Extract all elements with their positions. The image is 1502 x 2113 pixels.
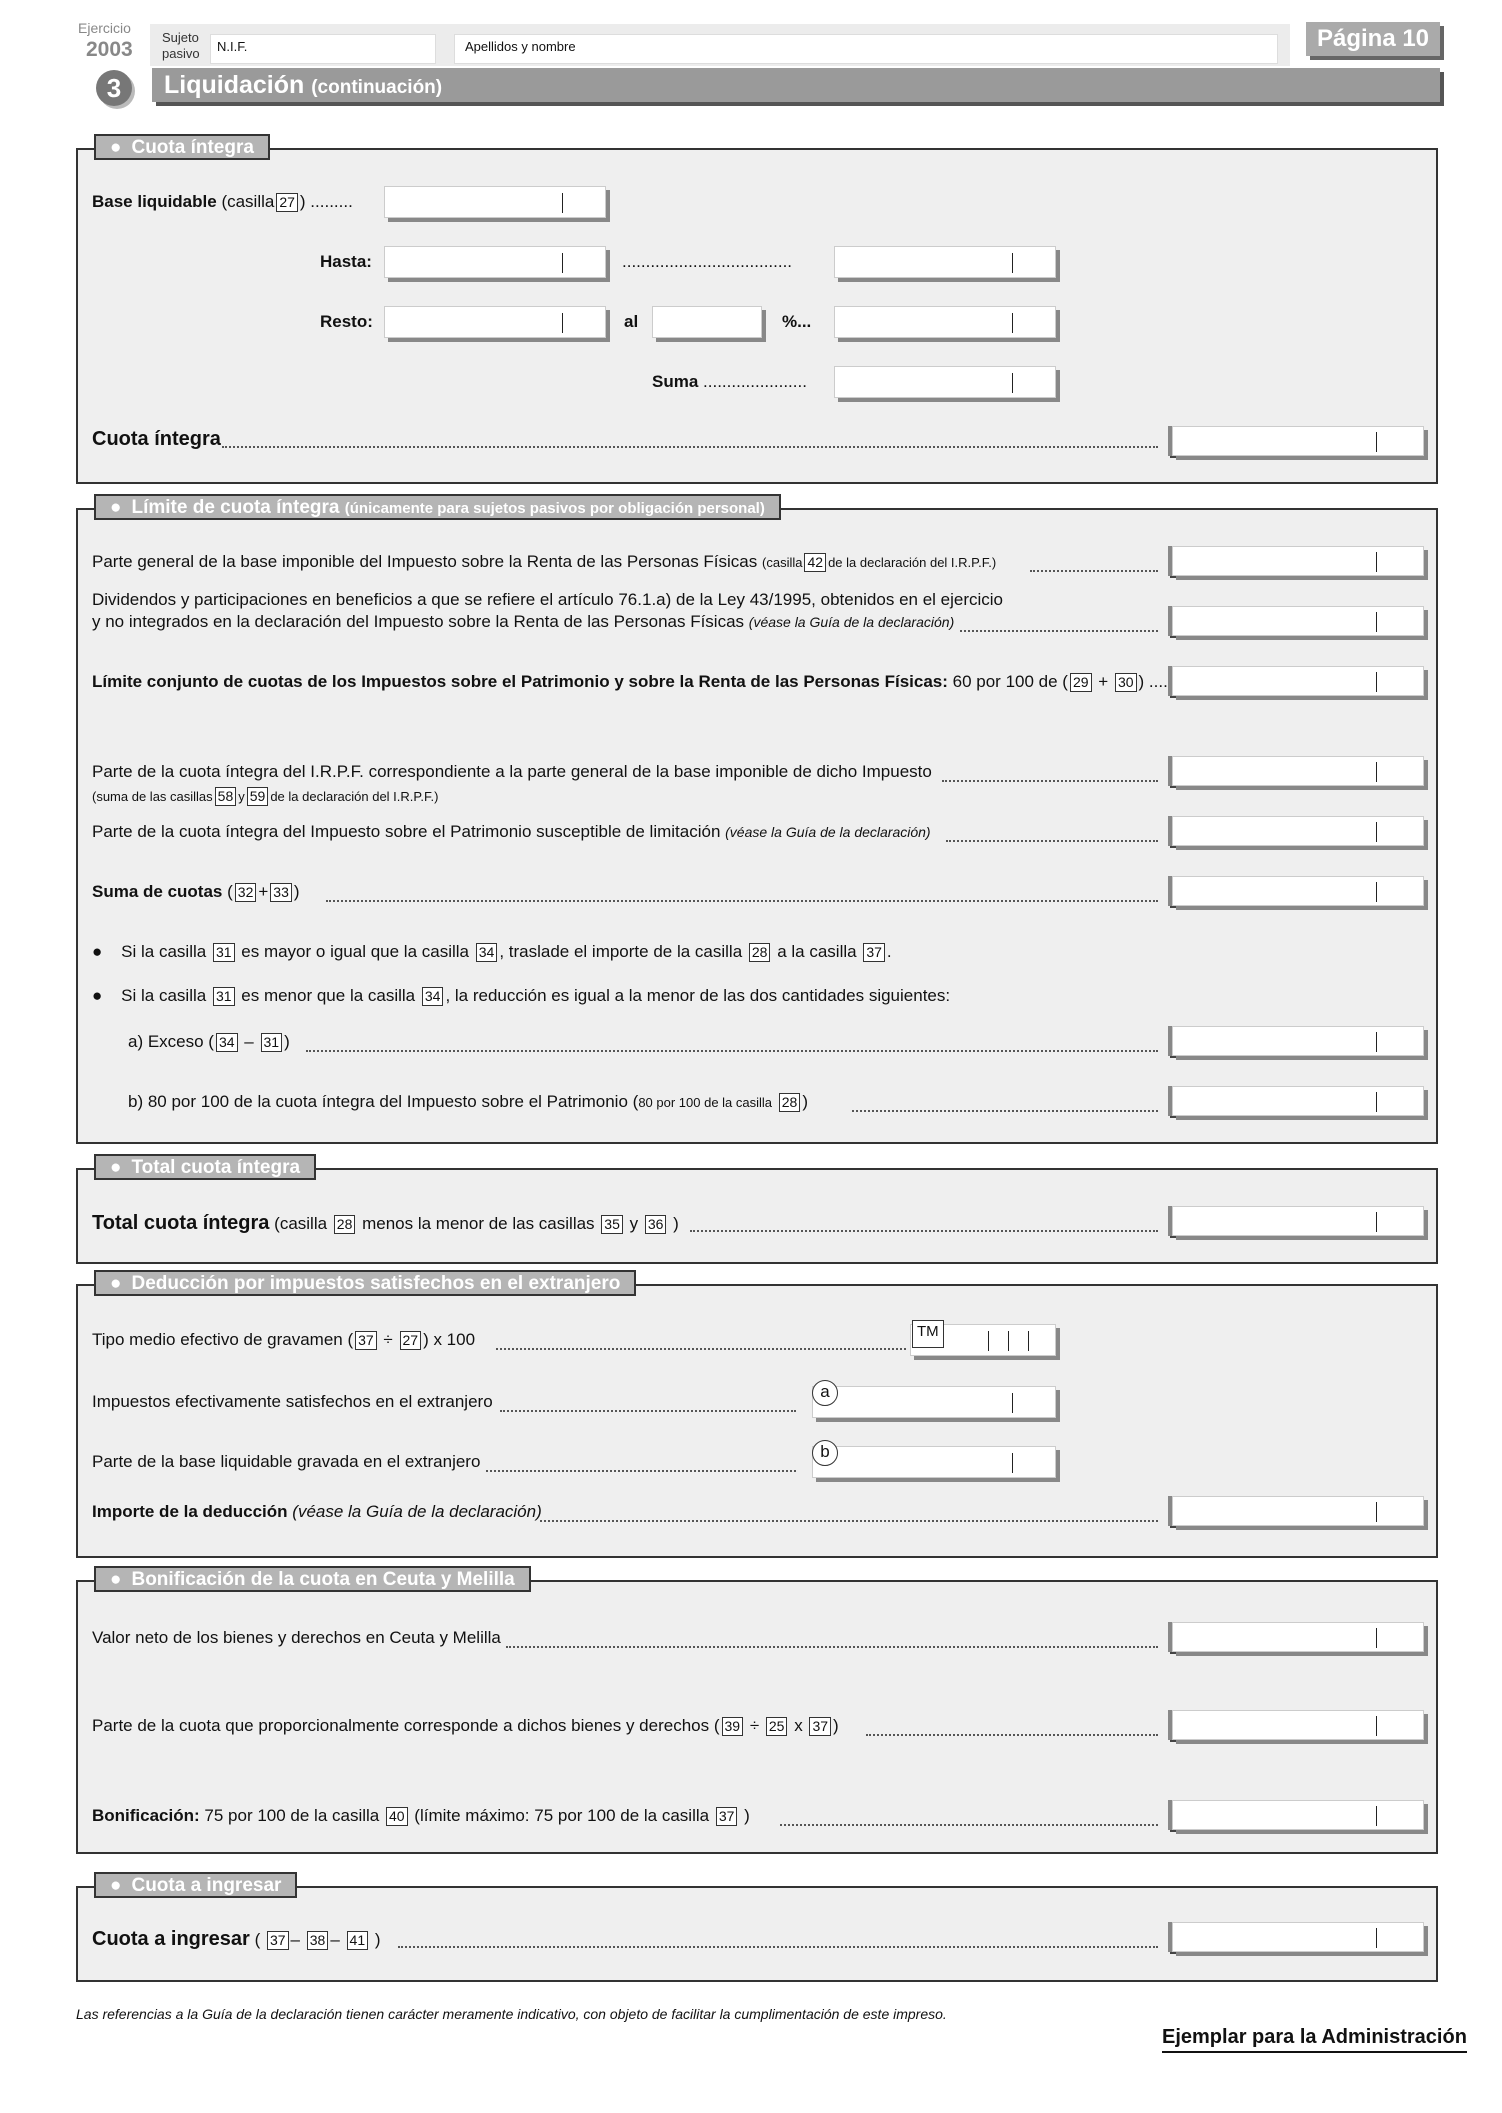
- deduccion-tab: ● Deducción por impuestos satisfechos en el extranjero: [94, 1270, 636, 1296]
- row-39-label: Valor neto de los bienes y derechos en Ceuta y Melilla: [92, 1628, 501, 1647]
- impuestos-extranjero-field[interactable]: [812, 1386, 1056, 1418]
- resto-pct-field[interactable]: [652, 306, 762, 338]
- parte-base-extranjero-label: Parte de la base liquidable gravada en el extranjero: [92, 1452, 481, 1471]
- leader-dots: [500, 1410, 796, 1412]
- total-cuota-tab: ● Total cuota íntegra: [94, 1154, 316, 1180]
- leader-dots: [222, 446, 1158, 448]
- parte-base-extranjero-field[interactable]: [812, 1446, 1056, 1478]
- row-29-label: Parte general de la base imponible del Impuesto sobre la Renta de las Personas Físicas (casilla 42 de la declaración del I.R.P.F.): [92, 552, 997, 571]
- leader-dots: [690, 1230, 1158, 1232]
- leader-dots: [852, 1110, 1158, 1112]
- leader-dots: [866, 1734, 1158, 1736]
- box-39-amount-field[interactable]: [1172, 1622, 1424, 1652]
- leader-dots: [942, 780, 1158, 782]
- row-32-label: Parte de la cuota íntegra del I.R.P.F. correspondiente a la parte general de la base imponible de dicho Impuesto: [92, 762, 932, 781]
- box-34-amount-field[interactable]: [1172, 876, 1424, 906]
- suma-field[interactable]: [834, 366, 1056, 398]
- box-38-amount-field[interactable]: [1172, 1496, 1424, 1526]
- apellidos-label: Apellidos y nombre: [465, 39, 576, 54]
- base-liquidable-row: Base liquidable (casilla 27 ) .........: [92, 192, 353, 211]
- hasta-base-field[interactable]: [384, 246, 606, 278]
- suma-label: Suma ......................: [652, 372, 807, 391]
- resto-base-field[interactable]: [384, 306, 606, 338]
- ref-box: 27: [276, 193, 298, 212]
- al-label: al: [624, 312, 639, 331]
- leader-dots: [398, 1946, 1158, 1948]
- cuota-integra-tab: ● Cuota íntegra: [94, 134, 270, 160]
- cuota-ingresar-label: Cuota a ingresar ( 37 – 38 – 41 ): [92, 1928, 381, 1950]
- row-30-line2: y no integrados en la declaración del Impuesto sobre la Renta de las Personas Físicas (véase la Guía de la declaración): [92, 612, 955, 631]
- cuota-integra-label: Cuota íntegra: [92, 428, 221, 450]
- bonificacion-tab: ● Bonificación de la cuota en Ceuta y Melilla: [94, 1566, 531, 1592]
- row-31-label: Límite conjunto de cuotas de los Impuestos sobre el Patrimonio y sobre la Renta de las Personas Físicas: 60 por 100 de ( 29 + 30 ) ....: [92, 672, 1168, 691]
- ejercicio-label: Ejercicio: [78, 20, 131, 36]
- leader-dots: [506, 1646, 1158, 1648]
- box-32-amount-field[interactable]: [1172, 756, 1424, 786]
- box-36-amount-field[interactable]: [1172, 1086, 1424, 1116]
- bullet-2: ● Si la casilla 31 es menor que la casilla 34 , la reducción es igual a la menor de las dos cantidades siguientes:: [92, 986, 951, 1005]
- resto-label: Resto:: [320, 312, 373, 331]
- row-30-line1: Dividendos y participaciones en beneficios a que se refiere el artículo 76.1.a) de la Ley 43/1995, obtenidos en el ejercicio: [92, 590, 1004, 609]
- leader-dots: [326, 900, 1158, 902]
- leader-dots: [540, 1520, 1158, 1522]
- box-28-amount-field[interactable]: [1172, 426, 1424, 456]
- box-42-amount-field[interactable]: [1172, 1922, 1424, 1952]
- box-41-amount-field[interactable]: [1172, 1800, 1424, 1830]
- row-41-label: Bonificación: 75 por 100 de la casilla 40 (límite máximo: 75 por 100 de la casilla 37 ): [92, 1806, 750, 1825]
- cuota-ingresar-tab: ● Cuota a ingresar: [94, 1872, 297, 1898]
- hasta-dots: ....................................: [622, 252, 793, 271]
- box-30-amount-field[interactable]: [1172, 606, 1424, 636]
- bullet-1: ● Si la casilla 31 es mayor o igual que la casilla 34 , traslade el importe de la casilla 28 a la casilla 37 .: [92, 942, 892, 961]
- hasta-cuota-field[interactable]: [834, 246, 1056, 278]
- base-liquidable-field[interactable]: [384, 186, 606, 218]
- row-36-label: b) 80 por 100 de la cuota íntegra del Impuesto sobre el Patrimonio (80 por 100 de la casilla 28 ): [128, 1092, 808, 1111]
- leader-dots: [780, 1824, 1158, 1826]
- importe-deduccion-label: Importe de la deducción (véase la Guía de la declaración): [92, 1502, 542, 1521]
- row-34-label: Suma de cuotas ( 32 + 33 ): [92, 882, 300, 901]
- ejemplar-label: Ejemplar para la Administración: [1162, 2026, 1467, 2053]
- circle-a: a: [812, 1380, 838, 1406]
- circle-b: b: [812, 1440, 838, 1466]
- ejercicio-year: 2003: [86, 38, 133, 61]
- box-31-amount-field[interactable]: [1172, 666, 1424, 696]
- apellidos-nombre-field[interactable]: [454, 34, 1278, 64]
- section-number-badge: 3: [96, 70, 132, 106]
- impuestos-extranjero-label: Impuestos efectivamente satisfechos en el extranjero: [92, 1392, 493, 1411]
- sujeto-pasivo-label: Sujeto pasivo: [162, 30, 200, 61]
- row-40-label: Parte de la cuota que proporcionalmente corresponde a dichos bienes y derechos ( 39 ÷ 25 x 37 ): [92, 1716, 839, 1735]
- total-cuota-label: Total cuota íntegra (casilla 28 menos la menor de las casillas 35 y 36 ): [92, 1212, 679, 1234]
- section-subtitle: (continuación): [311, 77, 443, 98]
- row-32-sublabel: (suma de las casillas 58 y 59 de la declaración del I.R.P.F.): [92, 788, 439, 804]
- nif-field[interactable]: [210, 34, 436, 64]
- hasta-label: Hasta:: [320, 252, 372, 271]
- leader-dots: [1030, 570, 1158, 572]
- box-37-amount-field[interactable]: [1172, 1206, 1424, 1236]
- tm-tag: TM: [912, 1320, 944, 1348]
- row-33-label: Parte de la cuota íntegra del Impuesto sobre el Patrimonio susceptible de limitación (véase la Guía de la declaración): [92, 822, 931, 841]
- leader-dots: [496, 1348, 906, 1350]
- page-number: Página 10: [1306, 22, 1440, 56]
- leader-dots: [306, 1050, 1158, 1052]
- tipo-medio-label: Tipo medio efectivo de gravamen ( 37 ÷ 27 ) x 100: [92, 1330, 476, 1349]
- box-29-amount-field[interactable]: [1172, 546, 1424, 576]
- box-40-amount-field[interactable]: [1172, 1710, 1424, 1740]
- resto-cuota-field[interactable]: [834, 306, 1056, 338]
- nif-label: N.I.F.: [217, 39, 248, 54]
- box-35-amount-field[interactable]: [1172, 1026, 1424, 1056]
- box-33-amount-field[interactable]: [1172, 816, 1424, 846]
- section-title-bar: [152, 68, 1440, 102]
- leader-dots: [486, 1470, 796, 1472]
- section-title: Liquidación: [164, 71, 305, 99]
- leader-dots: [960, 630, 1158, 632]
- pct-label: %...: [782, 312, 812, 331]
- leader-dots: [946, 840, 1158, 842]
- limite-cuota-tab: ● Límite de cuota íntegra (únicamente para sujetos pasivos por obligación personal): [94, 494, 781, 520]
- footer-note: Las referencias a la Guía de la declaración tienen carácter meramente indicativo, con objeto de facilitar la cumplimentación de este impreso.: [76, 2006, 947, 2022]
- row-35-label: a) Exceso ( 34 – 31 ): [128, 1032, 290, 1051]
